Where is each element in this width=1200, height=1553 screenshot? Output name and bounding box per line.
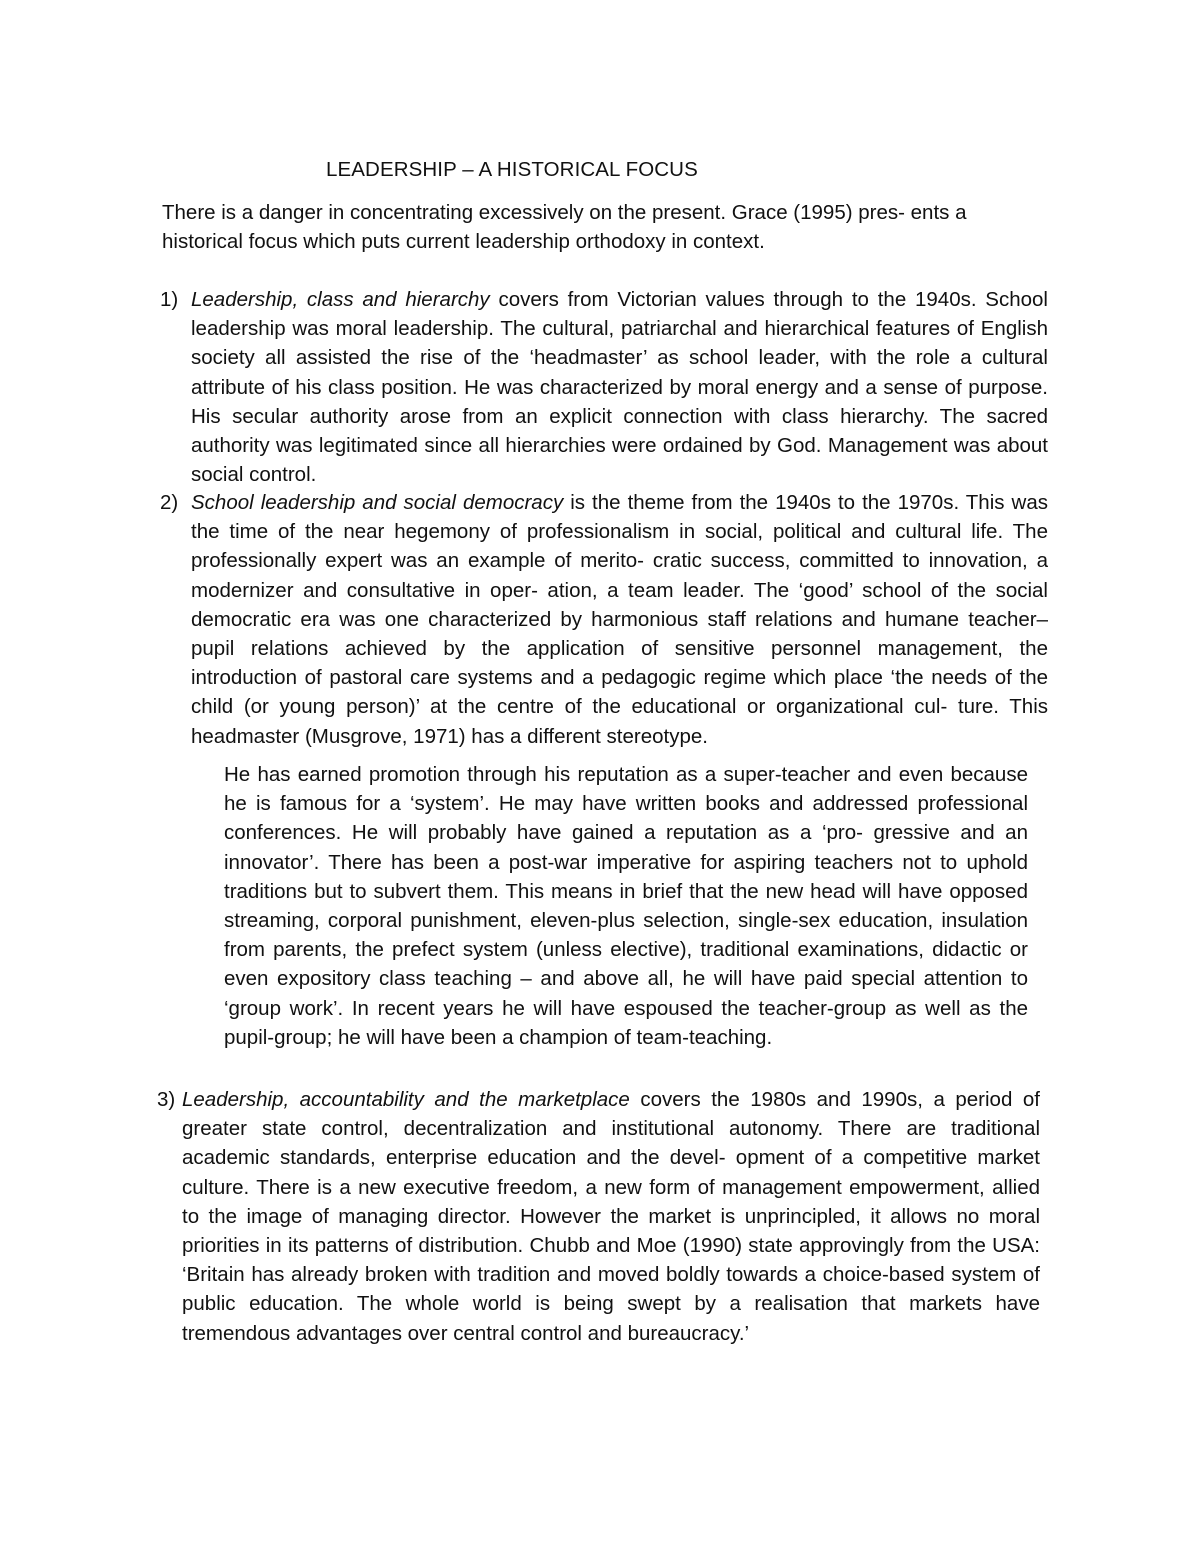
list-item-text: covers from Victorian values through to the 1940s. School leadership was moral leadership. The cultural, patriarchal and hierarchical features of English society all assisted the rise of the ‘headmaster’ as school leader, with the role a cultural attribute of his class position. He was characterized by moral energy and a sense of purpose. His secular authority arose from an explicit connection with class hierarchy. The sacred authority was legitimated since all hierarchies were ordained by God. Management was about social control. (191, 288, 1048, 487)
list-item (157, 1085, 1040, 1348)
block-quote: He has earned promotion through his reputation as a super-teacher and even because he is famous for a ‘system’. He may have written books and addressed professional conferences. He will probably have gained a reputation as a ‘pro- gressive and an innovator’. There has been a post-war imperative for aspiring teachers not to uphold traditions but to subvert them. This means in brief that the new head will have opposed streaming, corporal punishment, eleven-plus selection, single-sex education, insulation from parents, the prefect system (unless elective), traditional examinations, didactic or even expository class teaching – and above all, he will have paid special attention to ‘group work’. In recent years he will have espoused the teacher-group as well as the pupil-group; he will have been a champion of team-teaching. (224, 763, 1028, 1049)
page-title: LEADERSHIP – A HISTORICAL FOCUS (326, 158, 698, 181)
list-item (160, 285, 1048, 489)
list-item-number: 1) (160, 288, 179, 311)
list-item (160, 488, 1048, 751)
intro-paragraph: There is a danger in concentrating excessively on the present. Grace (1995) pres- ents a historical focus which puts current leadership orthodoxy in context. (162, 201, 967, 254)
list-item-text: is the theme from the 1940s to the 1970s. This was the time of the near hegemony of professionalism in social, political and cultural life. The professionally expert was an example of merito- cratic success, committed to innovation, a modernizer and consultative in oper- ation, a team leader. The ‘good’ school of the social democratic era was one characterized by harmonious staff relations and humane teacher–pupil relations achieved by the application of sensitive personnel management, the introduction of pastoral care systems and a pedagogic regime which place ‘the needs of the child (or young person)’ at the centre of the educational or organizational cul- ture. This headmaster (Musgrove, 1971) has a different stereotype. (191, 491, 1048, 748)
list-item-heading: School leadership and social democracy (191, 491, 564, 514)
list-item-text: covers the 1980s and 1990s, a period of greater state control, decentralization and institutional autonomy. There are traditional academic standards, enterprise education and the devel- opment of a competitive market culture. There is a new executive freedom, a new form of management empowerment, allied to the image of managing director. However the market is unprincipled, it allows no moral priorities in its patterns of distribution. Chubb and Moe (1990) state approvingly from the USA: ‘Britain has already broken with tradition and moved boldly towards a choice-based system of public education. The whole world is being swept by a realisation that markets have tremendous advantages over central control and bureaucracy.’ (182, 1088, 1040, 1345)
list-item-heading: Leadership, class and hierarchy (191, 288, 490, 311)
list-item-number: 3) (157, 1088, 176, 1111)
list-item-body (182, 1085, 1040, 1348)
list-item-body (191, 488, 1048, 751)
list-item-body (191, 285, 1048, 489)
list-item-number: 2) (160, 491, 179, 514)
list-item-heading: Leadership, accountability and the marketplace (182, 1088, 630, 1111)
